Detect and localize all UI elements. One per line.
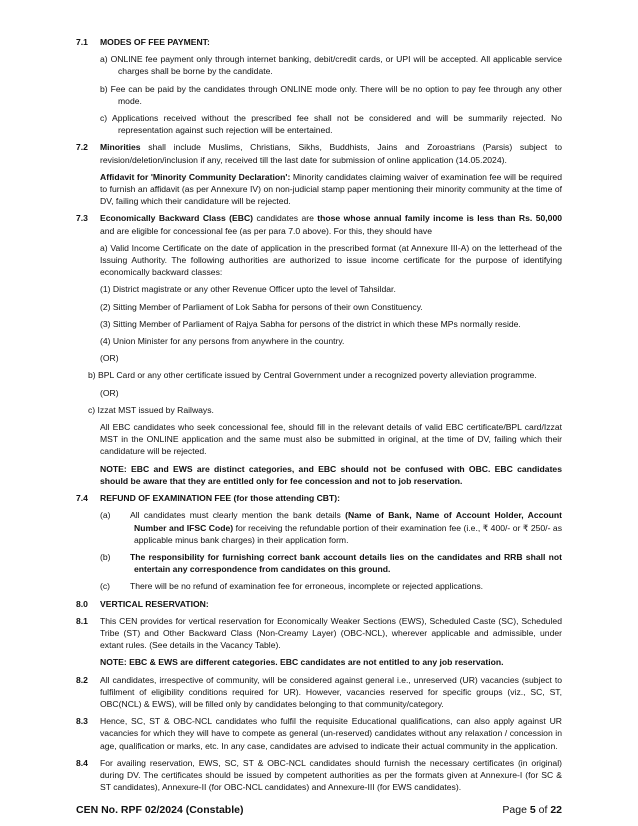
paragraph: [100, 212, 562, 236]
footer-cen-number: CEN No. RPF 02/2024 (Constable): [76, 804, 244, 816]
section-number: 7.3: [76, 213, 88, 224]
list-item: [100, 580, 562, 592]
paragraph-text: shall include Muslims, Christians, Sikhs, Buddhists, Jains and Zoroastrians (Parsis) subject to revision/deletion/inclusion if any, received till the last date for submission of online application (14.05.2024).: [100, 142, 562, 165]
section-number: 8.3: [76, 716, 88, 727]
list-item: (1) District magistrate or any other Revenue Officer upto the level of Tahsildar.: [100, 284, 396, 295]
bold-text: The responsibility for furnishing correct bank account details lies on the candidates and RRB shall not entertain any correspondence from candidates on this ground.: [130, 551, 562, 575]
paragraph: [100, 171, 562, 208]
section-number: 8.2: [76, 674, 88, 685]
list-item: a) ONLINE fee payment only through internet banking, debit/credit cards, or UPI will be accepted. All applicable service charges shall be borne by the candidate.: [100, 54, 562, 77]
section-8-2: [0, 674, 638, 711]
or-text: (OR): [100, 387, 119, 398]
section-heading: REFUND OF EXAMINATION FEE (for those attending CBT):: [100, 493, 340, 504]
section-8-4: [0, 757, 638, 794]
section-7-4: [0, 492, 638, 592]
note: NOTE: EBC and EWS are distinct categories, and EBC should not be confused with OBC. EBC candidates should be aware that they are entitled only for fee concession and not to job reservation.: [100, 463, 562, 486]
list-item: a) Valid Income Certificate on the date of application in the prescribed format (at Annexure III-A) on the letterhead of the Issuing Authority. The following authorities are authorized to issue income certificate for the purpose of identifying economically backward classes:: [100, 242, 562, 278]
bold-lead: Minorities: [100, 142, 141, 153]
paragraph: This CEN provides for vertical reservation for Economically Weaker Sections (EWS), Scheduled Caste (SC), Scheduled Tribe (ST) and Other Backward Class (Non-Creamy Layer) (OBC-NCL), wherever applicable and admissible, under extant rules. (See details in the Vacancy Table).: [100, 615, 562, 651]
paragraph: [100, 141, 562, 165]
list-label: (b): [100, 551, 111, 562]
bold-text: those whose annual family income is less than Rs. 50,000: [317, 213, 563, 224]
list-item: (4) Union Minister for any persons from anywhere in the country.: [100, 336, 345, 347]
note: NOTE: EBC & EWS are different categories. EBC candidates are not entitled to any job reservation.: [100, 657, 504, 668]
current-page: 5: [529, 804, 536, 816]
page-number: [502, 804, 562, 816]
section-number: 7.4: [76, 493, 88, 504]
list-item: b) Fee can be paid by the candidates through ONLINE mode only. There will be no option to pay fee through any other mode.: [100, 83, 562, 106]
list-item: c) Applications received without the prescribed fee shall not be considered and will be summarily rejected. No representation against such rejection will be entertained.: [100, 113, 562, 136]
section-heading: MODES OF FEE PAYMENT:: [100, 37, 210, 47]
list-item: b) BPL Card or any other certificate issued by Central Government under a recognized poverty alleviation programme.: [88, 370, 537, 381]
paragraph-text: and are eligible for concessional fee (as per para 7.0 above). For this, they should have: [100, 225, 433, 236]
bold-text: (Name of Bank, Name of Account Holder, Account Number and IFSC Code): [134, 510, 562, 533]
section-number: 7.1: [76, 37, 88, 47]
page-footer: [76, 804, 562, 816]
bold-lead: Affidavit for 'Minority Community Declaration':: [100, 171, 291, 182]
section-number: 8.1: [76, 615, 88, 626]
section-7-1: [0, 36, 638, 136]
section-8-1: [0, 615, 638, 669]
paragraph: For availing reservation, EWS, SC, ST & OBC-NCL candidates should furnish the necessary certificates (in original) during DV. The certificates should be issued by competent authorities as per the formats given at Annexure-I (for SC & ST candidates), Annexure-II (for OBC-NCL candidates) and Annexure-III (for EWS candidates).: [100, 757, 562, 793]
list-text: All candidates must clearly mention the bank details: [130, 510, 346, 521]
paragraph-text: Minority candidates claiming waiver of examination fee will be required to furnish an affidavit (as per Annexure IV) on non-judicial stamp paper mentioning their minority community at the time of DV, failing which their candidature will be rejected.: [100, 171, 562, 207]
section-heading: VERTICAL RESERVATION:: [100, 598, 209, 609]
of-word: of: [535, 804, 551, 816]
section-number: 7.2: [76, 142, 88, 153]
list-item: [100, 509, 562, 546]
section-7-2: [0, 141, 638, 207]
section-8-0: [0, 598, 638, 610]
list-text: There will be no refund of examination fee for erroneous, incomplete or rejected applications.: [130, 581, 484, 592]
list-item: c) Izzat MST issued by Railways.: [88, 404, 214, 415]
section-7-3: [0, 212, 638, 487]
section-number: 8.4: [76, 757, 88, 768]
list-item: (2) Sitting Member of Parliament of Lok Sabha for persons of their own Constituency.: [100, 301, 423, 312]
list-label: (a): [100, 510, 111, 521]
section-8-3: [0, 715, 638, 752]
document-body: [0, 36, 638, 798]
paragraph: All EBC candidates who seek concessional fee, should fill in the relevant details of valid EBC certificate/BPL card/Izzat MST in the ONLINE application and the same must also be submitted in original, at the time of DV, failing which their candidature will be rejected.: [100, 422, 562, 457]
total-pages: 22: [550, 804, 562, 816]
section-number: 8.0: [76, 598, 88, 609]
or-text: (OR): [100, 353, 119, 364]
bold-lead: Economically Backward Class (EBC): [100, 213, 254, 224]
list-label: (c): [100, 581, 111, 592]
list-item: (3) Sitting Member of Parliament of Rajya Sabha for persons of the district in which these MPs normally reside.: [100, 318, 521, 329]
paragraph-text: candidates are: [253, 213, 318, 224]
list-item: [100, 551, 562, 575]
paragraph: All candidates, irrespective of community, will be considered against general i.e., unreserved (UR) vacancies (subject to fulfilment of eligibility conditions required for UR). However, vacancies reserved for specific groups (viz., SC, ST, OBC(NCL) & EWS), will be filled only by candidates belonging to that community/category.: [100, 674, 562, 709]
page-word: Page: [502, 804, 530, 816]
list-text: for receiving the refundable portion of their examination fee (i.e., ₹ 400/- or ₹ 250/- as applicable minus bank charges) in their application form.: [134, 522, 562, 545]
paragraph: Hence, SC, ST & OBC-NCL candidates who fulfil the requisite Educational qualifications, can also apply against UR vacancies for which they will have to compete as general (un-reserved) candidates without any relaxation / concession in age, qualification or marks, etc. In any case, candidates are advised to indicate their actual community in the application.: [100, 716, 562, 751]
